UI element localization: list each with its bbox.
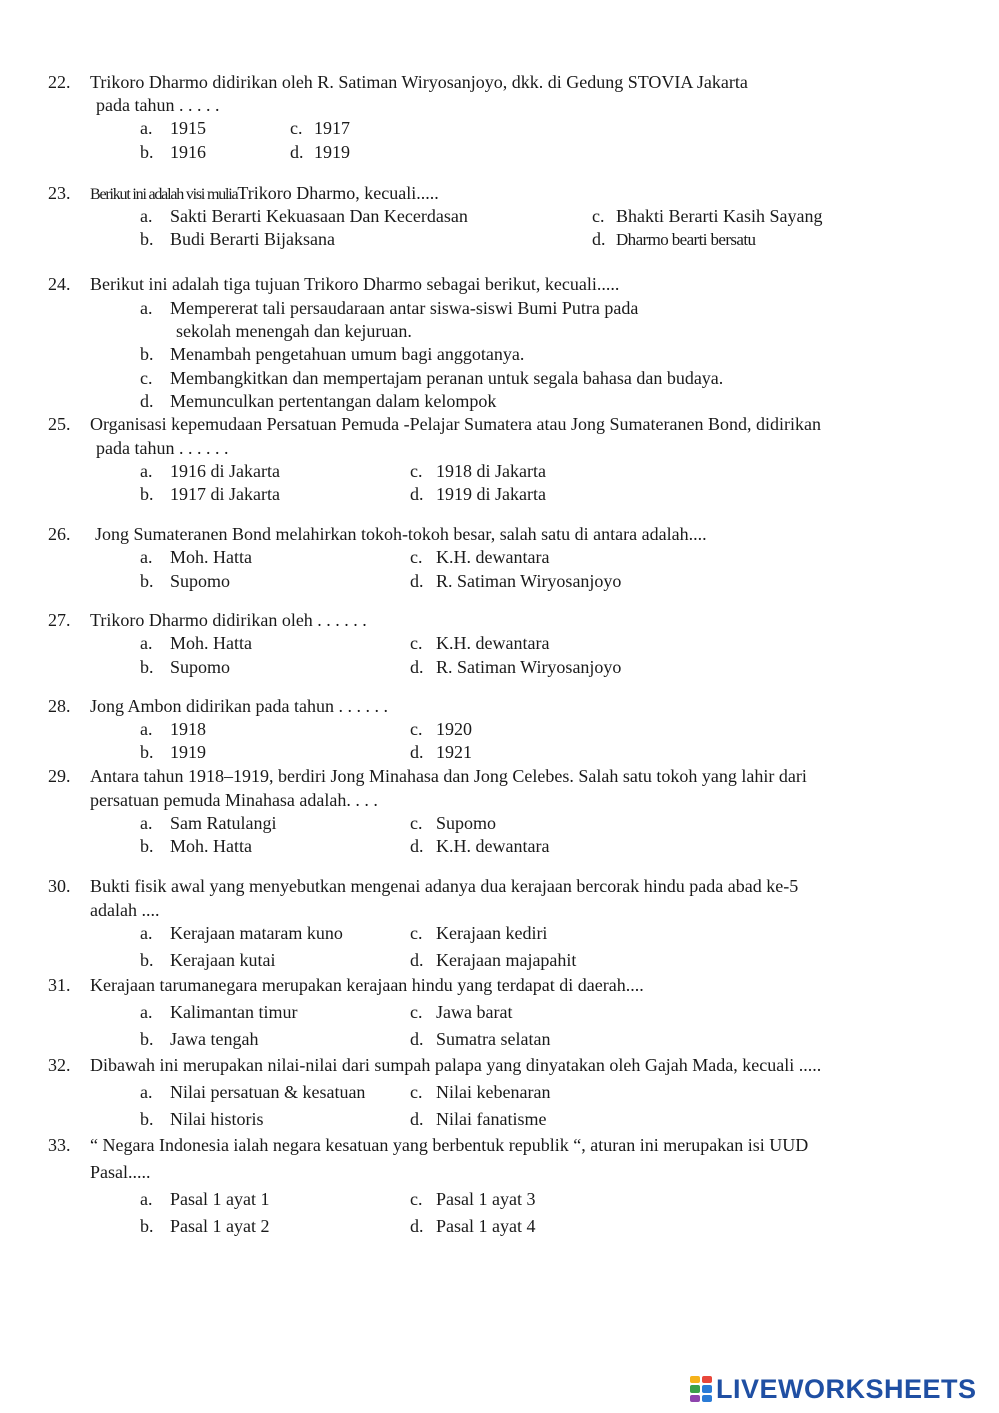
question-text: Berikut ini adalah tiga tujuan Trikoro Dharmo sebagai berikut, kecuali..... (90, 274, 620, 294)
question-text-line2: adalah .... (90, 900, 160, 920)
option-a-line2: sekolah menengah dan kejuruan. (176, 321, 412, 341)
option-c[interactable]: c. Pasal 1 ayat 3 (410, 1189, 536, 1209)
question-text: Antara tahun 1918–1919, berdiri Jong Minahasa dan Jong Celebes. Salah satu tokoh yang lahir dari (90, 766, 807, 786)
question-number: 24. (48, 274, 71, 294)
question-number: 33. (48, 1135, 71, 1155)
question-text: Jong Sumateranen Bond melahirkan tokoh-tokoh besar, salah satu di antara adalah.... (95, 524, 707, 544)
option-b[interactable]: b. 1917 di Jakarta (140, 484, 280, 504)
option-d[interactable]: d. Pasal 1 ayat 4 (410, 1216, 536, 1236)
option-a[interactable]: a. Moh. Hatta (140, 547, 252, 567)
option-b[interactable]: b. 1919 (140, 742, 206, 762)
option-c[interactable]: c. Kerajaan kediri (410, 923, 548, 943)
question-number: 27. (48, 610, 71, 630)
option-a[interactable]: a. Pasal 1 ayat 1 (140, 1189, 270, 1209)
option-b[interactable]: b. Pasal 1 ayat 2 (140, 1216, 270, 1236)
question-text: “ Negara Indonesia ialah negara kesatuan yang berbentuk republik “, aturan ini merupakan isi UUD (90, 1135, 809, 1155)
option-c[interactable]: c. 1920 (410, 719, 472, 739)
question-number: 32. (48, 1055, 71, 1075)
option-d[interactable]: d. R. Satiman Wiryosanjoyo (410, 571, 622, 591)
question-text-line2: pada tahun . . . . . (96, 95, 220, 115)
option-d[interactable]: d. Nilai fanatisme (410, 1109, 547, 1129)
option-d[interactable]: d. Kerajaan majapahit (410, 950, 577, 970)
option-d[interactable]: d. 1921 (410, 742, 472, 762)
option-a[interactable]: a. 1918 (140, 719, 206, 739)
question-text: Bukti fisik awal yang menyebutkan mengenai adanya dua kerajaan bercorak hindu pada abad ke-5 (90, 876, 799, 896)
question-text-line2: pada tahun . . . . . . (96, 438, 229, 458)
option-d[interactable]: d. Memunculkan pertentangan dalam kelompok (140, 391, 497, 411)
question-text: Trikoro Dharmo didirikan oleh R. Satiman Wiryosanjoyo, dkk. di Gedung STOVIA Jakarta (90, 72, 748, 92)
option-a[interactable]: a. Sakti Berarti Kekuasaan Dan Kecerdasan (140, 206, 468, 226)
question-text-line2: Pasal..... (90, 1162, 151, 1182)
option-b[interactable]: b. Jawa tengah (140, 1029, 259, 1049)
question-text: Dibawah ini merupakan nilai-nilai dari sumpah palapa yang dinyatakan oleh Gajah Mada, kecuali ..... (90, 1055, 822, 1075)
question-number: 25. (48, 414, 71, 434)
option-c[interactable]: c. Membangkitkan dan mempertajam peranan untuk segala bahasa dan budaya. (140, 368, 724, 388)
brand-name: LIVEWORKSHEETS (716, 1373, 977, 1404)
question-number: 22. (48, 72, 71, 92)
option-b[interactable]: b. Menambah pengetahuan umum bagi anggotanya. (140, 344, 525, 364)
option-a[interactable]: a. 1916 di Jakarta (140, 461, 280, 481)
question-number: 23. (48, 183, 71, 203)
option-a[interactable]: a. 1915 (140, 118, 206, 138)
option-d[interactable]: d. R. Satiman Wiryosanjoyo (410, 657, 622, 677)
question-text: Trikoro Dharmo didirikan oleh . . . . . . (90, 610, 367, 630)
option-b[interactable]: b. Supomo (140, 571, 231, 591)
option-a[interactable]: a. Moh. Hatta (140, 633, 252, 653)
question-number: 29. (48, 766, 71, 786)
option-a[interactable]: a. Mempererat tali persaudaraan antar siswa-siswi Bumi Putra pada (140, 298, 639, 318)
option-c[interactable]: c. Jawa barat (410, 1002, 513, 1022)
question-number: 31. (48, 975, 71, 995)
option-d[interactable]: d. K.H. dewantara (410, 836, 550, 856)
option-a[interactable]: a. Sam Ratulangi (140, 813, 277, 833)
liveworksheets-logo (690, 1374, 977, 1404)
option-c[interactable]: c. Nilai kebenaran (410, 1082, 551, 1102)
question-number: 28. (48, 696, 71, 716)
question-text-line2: persatuan pemuda Minahasa adalah. . . . (90, 790, 378, 810)
question-text: Jong Ambon didirikan pada tahun . . . . . . (90, 696, 388, 716)
option-b[interactable]: b. Nilai historis (140, 1109, 264, 1129)
option-a[interactable]: a. Nilai persatuan & kesatuan (140, 1082, 366, 1102)
option-c[interactable]: c. K.H. dewantara (410, 633, 550, 653)
option-d[interactable]: d. 1919 di Jakarta (410, 484, 546, 504)
option-b[interactable]: b. Moh. Hatta (140, 836, 252, 856)
question-text: Berikut ini adalah visi muliaTrikoro Dharmo, kecuali..... (90, 183, 439, 203)
option-c[interactable]: c. 1917 (290, 118, 350, 138)
option-c[interactable]: c. 1918 di Jakarta (410, 461, 546, 481)
option-a[interactable]: a. Kerajaan mataram kuno (140, 923, 343, 943)
option-b[interactable]: b. Budi Berarti Bijaksana (140, 229, 335, 249)
question-number: 30. (48, 876, 71, 896)
option-c[interactable]: c. K.H. dewantara (410, 547, 550, 567)
liveworksheets-logo-icon (690, 1376, 712, 1402)
option-a[interactable]: a. Kalimantan timur (140, 1002, 298, 1022)
option-b[interactable]: b. Supomo (140, 657, 231, 677)
option-d[interactable]: d. 1919 (290, 142, 350, 162)
option-d[interactable]: d. Sumatra selatan (410, 1029, 551, 1049)
question-number: 26. (48, 524, 71, 544)
option-c[interactable]: c. Bhakti Berarti Kasih Sayang (592, 206, 823, 226)
option-b[interactable]: b. 1916 (140, 142, 206, 162)
question-text: Kerajaan tarumanegara merupakan kerajaan hindu yang terdapat di daerah.... (90, 975, 644, 995)
option-b[interactable]: b. Kerajaan kutai (140, 950, 276, 970)
option-d[interactable]: d. Dharmo bearti bersatu (592, 229, 756, 249)
option-c[interactable]: c. Supomo (410, 813, 497, 833)
question-text: Organisasi kepemudaan Persatuan Pemuda -Pelajar Sumatera atau Jong Sumateranen Bond, didirikan (90, 414, 821, 434)
